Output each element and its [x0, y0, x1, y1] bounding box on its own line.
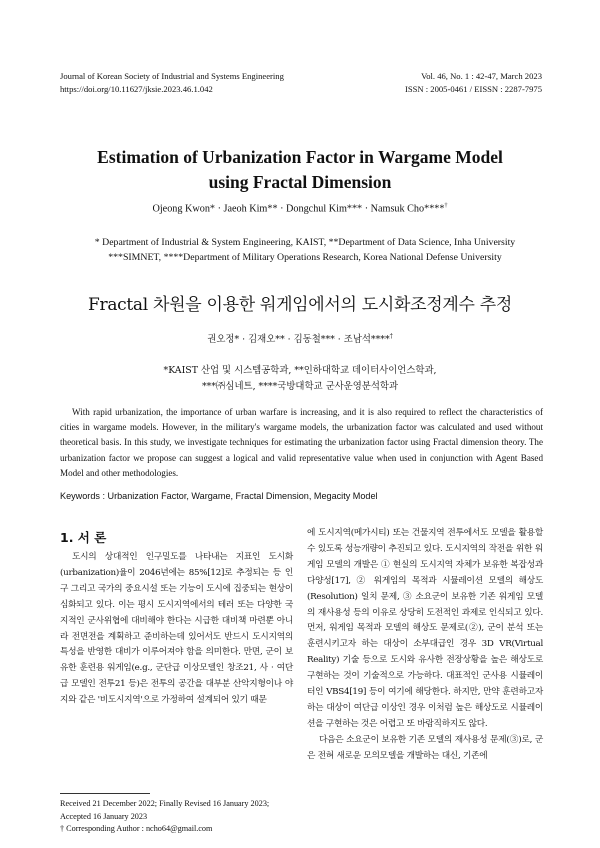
corresponding-mark: †	[444, 203, 448, 209]
author-names: Ojeong Kwon* · Jaeoh Kim** · Dongchul Kim*** · Namsuk Cho****	[152, 203, 445, 215]
affiliations-ko	[0, 363, 600, 395]
corresponding-author	[60, 823, 295, 836]
journal-name: Journal of Korean Society of Industrial and Systems Engineering	[60, 71, 284, 81]
abstract: With rapid urbanization, the importance of urban warfare is increasing, and it is also required to reflect the characteristics of cities in wargame models. However, in the military's wargame models, the urbanization factor was calculated and used without theoretical basis. In this study, we investigate techniques for estimating the urbanization factor using Fractal dimension theory. The urbanization factor we propose can suggest a logical and valid representative value when used in conjunction with Agent Based Model and other methodologies.	[60, 407, 543, 478]
volume-info: Vol. 46, No. 1 : 42-47, March 2023	[421, 71, 542, 81]
title-line-2: using Fractal Dimension	[208, 172, 392, 192]
keywords-label: Keywords :	[60, 491, 105, 501]
received-date: Received 21 December 2022; Finally Revised 16 January 2023;	[60, 799, 270, 808]
paper-title-ko: Fractal 차원을 이용한 워게임에서의 도시화조정계수 추정	[88, 295, 512, 315]
footnote	[60, 798, 295, 836]
affiliations-en	[70, 235, 540, 265]
body-column-right	[307, 526, 543, 765]
affiliation-line-ko: ***㈜심네트, ****국방대학교 군사운영분석학과	[201, 381, 399, 392]
affiliation-line: * Department of Industrial & System Engineering, KAIST, **Department of Data Science, Inha University	[94, 237, 516, 248]
corresponding-email[interactable]: Corresponding Author : ncho64@gmail.com	[66, 824, 213, 833]
doi-link[interactable]: https://doi.org/10.11627/jksie.2023.46.1.042	[60, 84, 213, 94]
body-paragraph: 도시의 상대적인 인구밀도를 나타내는 지표인 도시화(urbanization)율이 2046년에는 85%[12]로 추정되는 등 인구 그리고 국가의 중요시설 또는 기능이 도시에 집중되는 현상이 심화되고 있다. 이는 평시 도시지역에서의 테러 또는 다양한 국지적인 군사위협에 대비해야 한다는 시급한 대비책 마련뿐 아니라 전면전을 계획하고 준비하는데 있어서도 반드시 도시지역의 특성을 반영한 대비가 이루어져야 함을 의미한다. 만면, 군이 보유한 훈련용 워게임(e.g., 군단급 이상모델인 창조21, 사 · 여단급 모델인 전투21 등)은 전투의 공간을 대부분 산악지형이나 야지와 같은 '비도시지역'으로 가정하여 설계되어 있기 때문	[60, 552, 293, 706]
body-column-left	[60, 550, 293, 709]
dagger-mark: †	[60, 824, 65, 833]
corresponding-mark-ko: †	[389, 332, 393, 340]
authors-en	[0, 203, 600, 214]
affiliation-line-ko: *KAIST 산업 및 시스템공학과, **인하대학교 데이터사이언스학과,	[163, 365, 437, 376]
author-names-ko: 권오정* · 김재오** · 김동철*** · 조남석****	[207, 334, 390, 345]
journal-header	[60, 70, 284, 96]
section-heading: 1. 서 론	[60, 530, 107, 545]
issn-info: ISSN : 2005-0461 / EISSN : 2287-7975	[404, 84, 542, 94]
body-paragraph: 다음은 소요군이 보유한 기존 모델의 재사용성 문제(③)로, 군은 전혀 새로운 모의모델을 개발하는 대신, 기존에	[307, 734, 543, 761]
body-paragraph: 에 도시지역(메가시티) 또는 건물지역 전투에서도 모델을 활용할 수 있도록 성능개량이 추진되고 있다. 도시지역의 작전을 위한 워게임 모델의 개발은 ① 현실의 도시지역 자체가 보유한 복잡성과 다양성[17], ② 워게임의 목적과 시뮬레이션 모델의 해상도(Resolution) 일치 문제, ③ 소요군이 보유한 기존 워게임 모델의 재사용성 등의 이유로 상당히 도전적인 과제로 인식되고 있다. 먼저, 워게임 목적과 모델의 해상도 문제로(②), 군이 분석 또는 훈련시키고자 하는 대상이 소부대급인 경우 3D VR(Virtual Reality) 기술 등으로 도시와 유사한 전장상황을 높은 해상도로 구현하는 것이 기술적으로 가능하다. 대표적인 군사용 시뮬레이터인 VBS4[19] 등이 여기에 해당한다. 하지만, 만약 훈련하고자 하는 대상이 여단급 이상인 경우 이처럼 높은 해상도로 시뮬레이션을 구현하는 것은 어렵고 또 바람직하지도 않다.	[307, 528, 543, 729]
footnote-divider	[60, 793, 150, 794]
affiliation-line: ***SIMNET, ****Department of Military Operations Research, Korea National Defense University	[108, 252, 502, 263]
volume-header	[405, 70, 542, 96]
keywords-list: Urbanization Factor, Wargame, Fractal Dimension, Megacity Model	[107, 491, 378, 501]
keywords	[60, 491, 378, 501]
accepted-date: Accepted 16 January 2023	[60, 811, 148, 821]
title-line-1: Estimation of Urbanization Factor in Wargame Model	[97, 147, 503, 167]
authors-ko	[0, 331, 600, 345]
paper-title-en	[0, 145, 600, 195]
